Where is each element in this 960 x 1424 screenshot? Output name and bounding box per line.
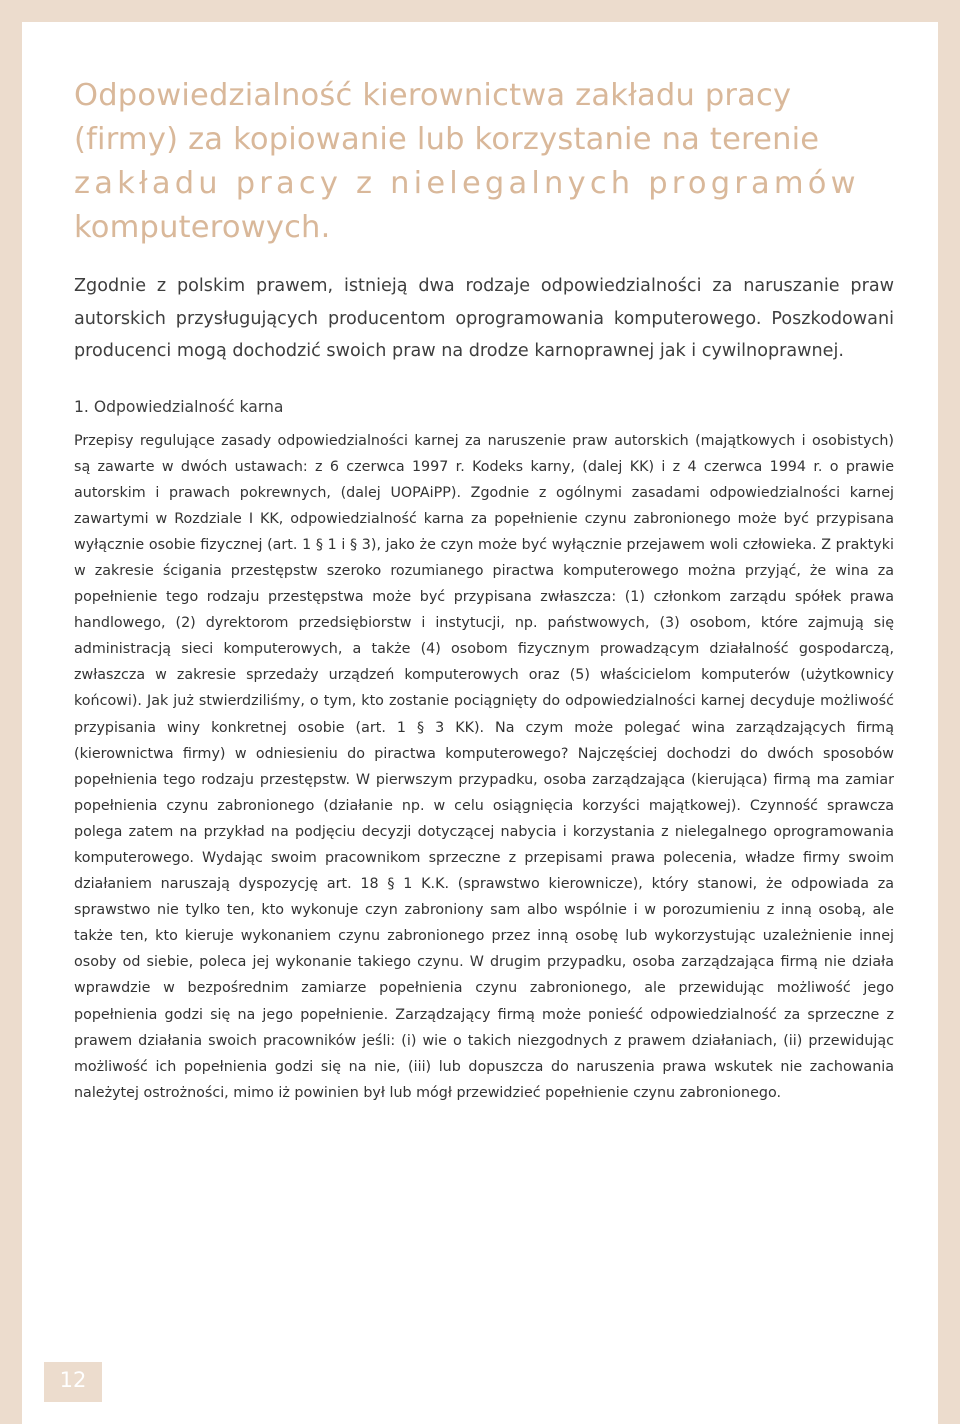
page-content: [74, 74, 894, 1106]
page-number-badge: [44, 1362, 102, 1402]
title-line-1: Odpowiedzialność kierownictwa zakładu pracy: [74, 78, 792, 113]
title-line-4: komputerowych.: [74, 210, 331, 245]
intro-paragraph: Zgodnie z polskim prawem, istnieją dwa rodzaje odpowiedzialności za naruszanie praw autorskich przysługujących producentom oprogramowania komputerowego. Poszkodowani producenci mogą dochodzić swoich praw na drodze karnoprawnej jak i cywilnoprawnej.: [74, 276, 894, 361]
title-line-3: zakładu pracy z nielegalnych programów: [74, 166, 860, 201]
document-page: [22, 22, 938, 1424]
section-body-paragraph: Przepisy regulujące zasady odpowiedzialności karnej za naruszenie praw autorskich (majątkowych i osobistych) są zawarte w dwóch ustawach: z 6 czerwca 1997 r. Kodeks karny, (dalej KK) i z 4 czerwca 1994 r. o prawie autorskim i prawach pokrewnych, (dalej UOPAiPP). Zgodnie z ogólnymi zasadami odpowiedzialności karnej zawartymi w Rozdziale I KK, odpowiedzialność karna za popełnienie czynu zabronionego może być przypisana wyłącznie osobie fizycznej (art. 1 § 1 i § 3), jako że czyn może być wyłącznie przejawem woli człowieka. Z praktyki w zakresie ścigania przestępstw szeroko rozumianego piractwa komputerowego można przyjąć, że wina za popełnienie tego rodzaju przestępstwa może być przypisana zwłaszcza: (1) członkom zarządu spółek prawa handlowego, (2) dyrektorom przedsiębiorstw i instytucji, np. państwowych, (3) osobom, które zajmują się administracją sieci komputerowych, a także (4) osobom fizycznym prowadzącym działalność gospodarczą, zwłaszcza w zakresie sprzedaży urządzeń komputerowych oraz (5) właścicielom komputerów (użytkownicy końcowi). Jak już stwierdziliśmy, o tym, kto zostanie pociągnięty do odpowiedzialności karnej decyduje możliwość przypisania winy konkretnej osobie (art. 1 § 3 KK). Na czym może polegać wina zarządzających firmą (kierownictwa firmy) w odniesieniu do piractwa komputerowego? Najczęściej dochodzi do dwóch sposobów popełnienia tego rodzaju przestępstw. W pierwszym przypadku, osoba zarządzająca (kierująca) firmą ma zamiar popełnienia czynu zabronionego (działanie np. w celu osiągnięcia korzyści majątkowej). Czynność sprawcza polega zatem na przykład na podjęciu decyzji dotyczącej nabycia i korzystania z nielegalnego oprogramowania komputerowego. Wydając swoim pracownikom sprzeczne z przepisami prawa polecenia, władze firmy swoim działaniem naruszają dyspozycję art. 18 § 1 K.K. (sprawstwo kierownicze), który stanowi, że odpowiada za sprawstwo nie tylko ten, kto wykonuje czyn zabroniony sam albo wspólnie i w porozumieniu z inną osobą, ale także ten, kto kieruje wykonaniem czynu zabronionego przez inną osobę lub wykorzystując uzależnienie innej osoby od siebie, poleca jej wykonanie takiego czynu. W drugim przypadku, osoba zarządzająca firmą nie działa wprawdzie w bezpośrednim zamiarze popełnienia czynu zabronionego, ale przewidując możliwość jego popełnienia godzi się na jego popełnienie. Zarządzający firmą może ponieść odpowiedzialność za sprzeczne z prawem działania swoich pracowników jeśli: (i) wie o takich niezgodnych z prawem działaniach, (ii) przewidując możliwość ich popełnienia godzi się na nie, (iii) lub dopuszcza do naruszenia prawa wskutek nie zachowania należytej ostrożności, mimo iż powinien był lub mógł przewidzieć popełnienie czynu zabronionego.: [74, 432, 894, 1101]
title-line-2: (firmy) za kopiowanie lub korzystanie na terenie: [74, 122, 820, 157]
page-title: [74, 74, 894, 250]
section-heading: 1. Odpowiedzialność karna: [74, 397, 284, 416]
page-number: 12: [59, 1368, 87, 1392]
